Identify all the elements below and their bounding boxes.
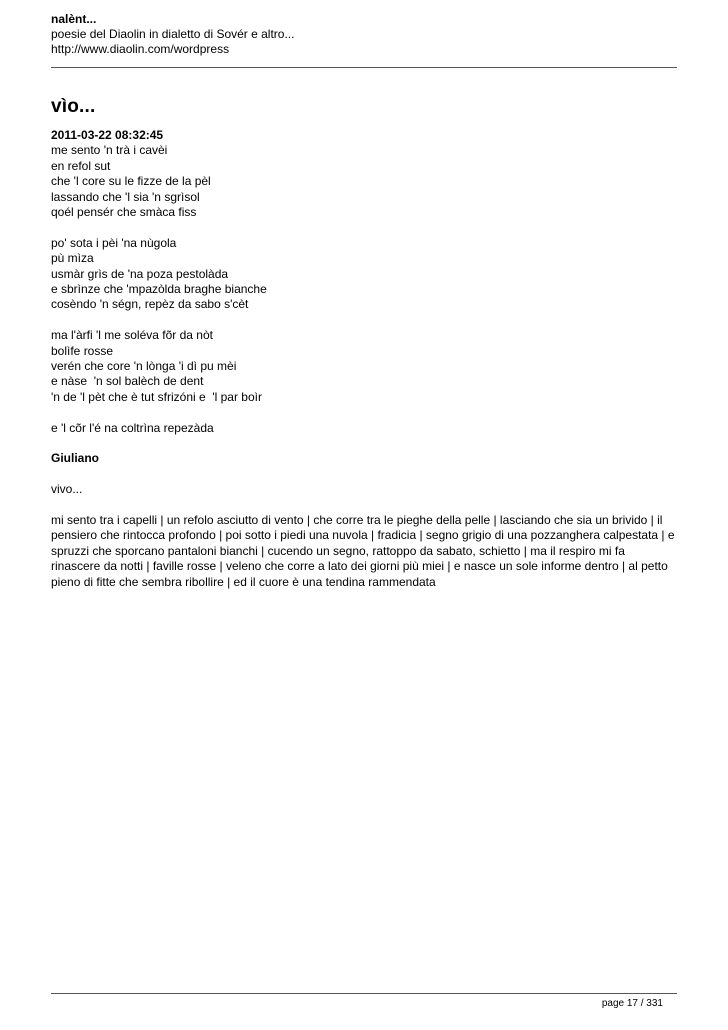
- poem-line: pù mìza: [51, 251, 94, 266]
- poem-line: qoél pensér che smàca fiss: [51, 205, 197, 220]
- footer-divider: [51, 993, 677, 994]
- poem-line: verén che core 'n lònga 'i dì pu mèi: [51, 359, 237, 374]
- poem-line: che 'l core su le fizze de la pèl: [51, 174, 211, 189]
- header-divider: [51, 67, 677, 68]
- poem-line: e sbrìnze che 'mpazòlda braghe bianche: [51, 282, 267, 297]
- stanza-gap: [51, 405, 677, 420]
- site-url[interactable]: http://www.diaolin.com/wordpress: [51, 42, 230, 56]
- stanza-gap: [51, 313, 677, 328]
- poem-line: me sento 'n trà i cavèi: [51, 143, 168, 158]
- stanza-1: [51, 143, 677, 220]
- poem-line: e nàse 'n sol balèch de dent: [51, 374, 204, 389]
- poem-line: cosèndo 'n ségn, repèz da sabo s'cèt: [51, 297, 249, 312]
- stanza-gap: [51, 467, 677, 482]
- post-timestamp: 2011-03-22 08:32:45: [51, 128, 164, 142]
- poem-line: po' sota i pèi 'na nùgola: [51, 235, 177, 250]
- post-author: Giuliano: [51, 451, 99, 466]
- stanza-3: [51, 328, 677, 405]
- poem-line: usmàr grìs de 'na poza pestolàda: [51, 266, 229, 281]
- poem-line: ma l'àrfi 'l me soléva fõr da nòt: [51, 328, 213, 343]
- translation-paragraph: mi sento tra i capelli | un refolo asciutto di vento | che corre tra le pieghe della pelle | lasciando che sia un brivido | il pensiero che rintocca profondo | poi sotto i piedi una nuvola | fradicia | segno grigio di una pozzanghera calpestata | e spruzzi che sporcano pantaloni bianchi | cucendo un segno, rattoppo da sabato, schietto | ma il respiro mi fa rinascere da notti | faville rosse | veleno che corre a lato dei giorni più miei | e nasce un sole informe dentro | al petto pieno di fitte che sembra ribollire | ed il cuore è una tendina rammendata: [51, 513, 675, 589]
- poem-line: bolìfe rosse: [51, 343, 114, 358]
- closing-line: e 'l cõr l'é na coltrìna repezàda: [51, 420, 214, 435]
- stanza-gap: [51, 498, 677, 513]
- post-body: [51, 128, 677, 590]
- page-number: page 17 / 331: [601, 998, 663, 1009]
- stanza-gap: [51, 220, 677, 235]
- page-header: [51, 12, 677, 57]
- document-page: [51, 0, 677, 1030]
- stanza-2: [51, 236, 677, 313]
- site-title: nalènt...: [51, 12, 97, 26]
- poem-line: lassando che 'l sia 'n sgrìsol: [51, 189, 200, 204]
- stanza-gap: [51, 436, 677, 451]
- translation-title: vivo...: [51, 482, 83, 497]
- poem-line: 'n de 'l pèt che è tut sfrizóni e 'l par boìr: [51, 389, 262, 404]
- poem-line: en refol sut: [51, 158, 111, 173]
- site-subtitle: poesie del Diaolin in dialetto di Sovér e altro...: [51, 27, 295, 41]
- post-title: vìo...: [51, 96, 96, 117]
